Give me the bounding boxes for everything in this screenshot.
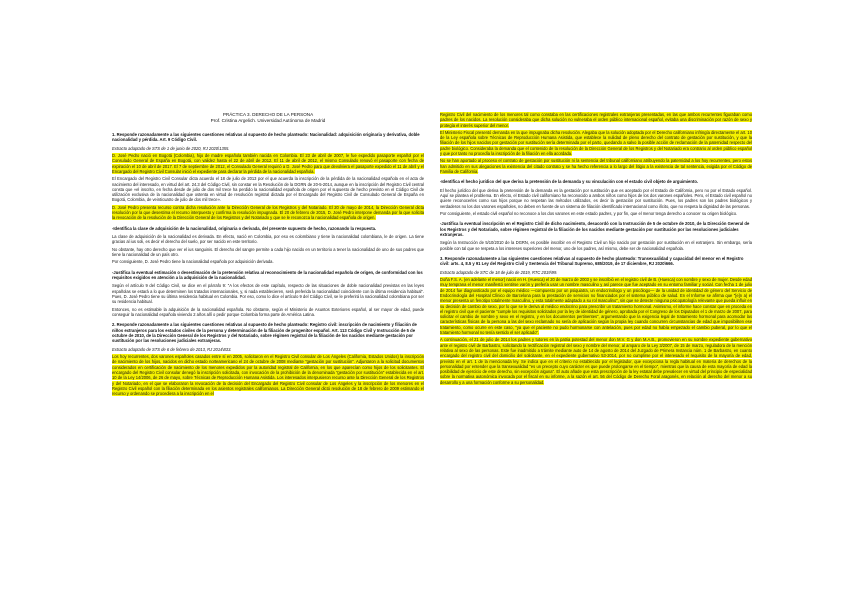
highlighted-paragraph-text: No se han aportado al proceso el contrato de gestación por sustitución ni la sentencia del tribunal californiano atribuyendo la paternidad a los hoy recurrentes, pero estos han admitido en sus alegaciones la existencia del citado contrato y se ha hecho referencia a lo largo del litigio a la existencia de tal sentencia, exigida por el Código de Familia de California.	[440, 158, 752, 174]
highlighted-paragraph-text: Doña F.S. A. (en adelante el menor) nació en H. (Huesca) el 20 de marzo de 2003 y se inscribió en el registro civil de B. (Huesca) con nombre y sexo de mujer. Desde edad muy temprana el menor manifestó sentirse varón y prefería usar un nombre masculino y así parece que fue aceptado en su entorno familiar y social. Con fecha 1 de julio de 2014 fue diagnosticado por el equipo médico —compuesto por un psiquiatra, un endocrinólogo y un psicólogo— de la unidad de identidad de género del Servicio de Endocrinología del Hospital Clínico de Barcelona para la prestación de servicios no financiados por el sistema público de salud. En el Informe se afirma que "[e]n a) el menor presenta un fenotipo totalmente masculino, y esta totalmente adaptado a su rol masculino", sin que se detecte ninguna psicopatología relevante que pueda influir en su decisión de cambio de sexo, por lo que se le deriva al médico endocrino para prescribir un tratamiento hormonal. Asimismo, el informe hace constar que en proceda en el registro civil que el paciente "cumple los requisitos solicitados por la ley de identidad de género, aprobada por el Congreso de los Diputados el 1 de marzo de 2007, para solicitar el cambio de nombre y sexo en el registro, y en los documentos pertinentes", argumentando que la exigencia legal de tratamiento hormonal para acomodar las características físicas de la persona a las del sexo reclamado no sería de aplicación según la propia ley cuando concurren circunstancias de edad que imposibiliten ese tratamiento, como ocurre en este caso, "ya que el paciente no pudo hormonarse con antelación, pues por edad no había empezado el cambio puberal, por lo que el tratamiento hormonal no tenía sentido el ser aplicado".	[440, 277, 752, 336]
paragraph-text: El Encargado del Registro Civil Consular dicta acuerdo el 18 de julio de 2013 por el que acuerda la inscripción de la pérdida de la nacionalidad española en el acta de nacimiento del interesado, en virtud del art. 24.3 del Código Civil, sin constar en la Resolución de la DGRN de 20-5-2014, aunque en la inscripción del Registro Civil central consta que «el inscrito, en fecha desde de julio de dos mil trece ha perdido la nacionalidad española de origen por el supuesto de hecho previsto en el Código Civil de utilización exclusiva de la nacionalidad que ostenta en virtud de resolución registral dictada por el Encargado del Registro Civil de Consulado General de España en Bogotá, Colombia, de veinticuatro de julio de dos mil trece».	[112, 176, 424, 203]
case-extract-reference: Extracto adaptado de STC de 18 de julio de 2019, RTC 2019\99.	[440, 269, 558, 275]
question-heading: -Justifica la eventual estimación o desestimación de la pretensión relativa al reconocimiento de la nacionalidad española de origen, de conformidad con los requisitos exigidos en atención a la adquisición de la nacionalidad.	[112, 269, 423, 280]
case-paragraph	[440, 277, 752, 335]
answer-paragraph: Entonces, no es estimable la adquisición de la nacionalidad española. No obstante, según el Ministerio de Asuntos Exteriores español, al ser mayor de edad, puede conseguir la nacionalidad española viviendo 2 años allí o pedir porque Colombia forma parte de América Latina.	[112, 306, 424, 317]
highlighted-paragraph-text: Los hoy recurrentes, dos varones españoles casados entre sí en 2005, solicitaron en el Registro Civil consular de Los Ángeles (California, Estados Unidos) la inscripción de nacimiento de los hijos, nacidos en dicho estado norteamericano el 24 de octubre de 2008 mediante "gestación por sustitución". Adjuntaron a la solicitud documentos considerados en certificación de nacimiento de los menores expedidos por la autoridad registral de California, en los que aparecían como hijos de los solicitantes. El encargado del Registro Civil consular denegó la inscripción solicitada, con invocación de la prohibición de la denominada "gestación por sustitución" establecida en el art. 10 de la Ley 14/2006, de 26 de mayo, sobre Técnicas de Reproducción Humana Asistida. Los interesados interpusieron recurso ante la Dirección General de los Registros y del Notariado, en el que se elaboraron la revocación de la decisión del Encargado del Registro Civil consular de Los Ángeles y la inscripción de los menores en el Registro Civil español con la filiación determinada en los asientos registrales californianos. La Dirección General dictó resolución de 18 de febrero de 2009 estimando el recurso y ordenando se procediera a la inscripción en el	[112, 354, 424, 397]
document-title: PRÁCTICA 3. DERECHO DE LA PERSONA	[222, 112, 314, 117]
left-column	[112, 0, 424, 599]
case-paragraph	[112, 354, 424, 396]
case-paragraph	[112, 205, 424, 221]
answer-paragraph: La clase de adquisición de la nacionalidad es derivada. En efecto, nació en Colombia, por eso es colombiano y tiene la nacionalidad colombiana, le de origen. La tiene gracias al ius soli, es decir el derecho del suelo, por ser nacido en este territorio.	[112, 234, 424, 245]
case-continuation	[440, 112, 752, 174]
case-extract-reference: Extracto adaptado de STS de 1 de junio de 2020, RJ 2020\1355.	[112, 145, 230, 151]
answer-paragraph: Según la Instrucción de 5/10/2010 de la DGRN, es posible inscribir en el Registro Civil un hijo nacido por gestación por sustitución en el extranjero. Sin embargo, sería posible con tal que se respeta a los intereses superiores del menor, uno de los padres, así mismo, debe ser de nacionalidad española.	[440, 240, 752, 251]
highlighted-paragraph-text: A continuación, el 21 de julio de 2014 los padres y tutores en la patria potestad del menor don M.V. G y don M.A.B., promovieron en su nombre expediente gubernativo ante el registro civil de Barbastro, solicitando la rectificación registral del sexo y nombre del menor, al amparo de la Ley 3/2007, de 15 de marzo, reguladora de la mención relativa al sexo de las personas. Este fue inadmitido a trámite mediante auto de 14 de agosto de 2014 del Juzgado de Primera Instancia núm. 1 de Barbastro, en cuanto encargado del registro civil del domicilio del solicitante, en el expediente gubernativo 53-2014, por no cumplirse por el interesado el requisito de la mayoría de edad, previsto en el art. 1 de la mencionada ley. Se indica que en el criterio no establecido por el legislador, que excepciona la regla habitual en materia de derechos de la personalidad por entender que la transexualidad "es un precepto cuyo carácter es que puede prolongarse en el tiempo", mientras que la causa de esta mayoría de edad la posibilidad de ejercicio de este derecho, sin excepción alguna". El auto añade que esta prescripción de la ley estatal debe prevalecer en virtud del principio de especialidad sobre la normativa autonómica invocada por el fiscal en su informe, a la sazón el art. 56 del Código de Derecho Foral aragonés, en relación al derecho del menor a su desarrollo y a una formación conforme a su personalidad.	[440, 337, 752, 385]
right-column	[440, 0, 752, 599]
answer-paragraph: El hecho jurídico del que deriva la pretensión de la demanda es la gestación por sustitución que es aceptado por el Estado de California, pero no por el Estado español. Aquí se plantea el problema. En efecto, el Estado civil californiano ha reconocido a ambos niños como hijos de los dos varones españoles. Pero, el Estado civil español no quiere reconocerles como sus hijos porque no respetan las métodos utilizados, es decir la gestación por sustitución. Pues, los padres son los padres biológicos y verdaderos no los dos varones españoles, no deben en fuente de un sistema de filiación identificado internacional como ilícito, que no respeta la dignidad de las personas.	[440, 187, 752, 209]
case-paragraph	[440, 112, 752, 128]
answer-paragraph: Según el artículo 9 del Código Civil, se dice en el párrafo 9: "A los efectos de este capítulo, respecto de las situaciones de doble nacionalidad previstas en las leyes españolas se estará a lo que determinen los tratados internacionales, y, si nada establecieren, será preferida la nacionalidad coincidente con la última residencia habitual". Pues, D. José Pedro tiene su última residencia habitual en Colombia. Por eso, como lo dice el artículo 9 del Código Civil, se le preferirá la nacionalidad colombiana por ser su residencia habitual.	[112, 283, 424, 305]
question-block-2	[112, 226, 424, 265]
case-paragraph	[440, 130, 752, 156]
answer-paragraph: Por consiguiente, el estado civil español no reconoce a los dos varones en este estado padres, y por fin, que el menor tenga derecho a conocer su origen biológico.	[440, 210, 738, 216]
highlighted-paragraph-text: D. José Pedro nació en Bogotá (Colombia), hijo de madre española también nacida en Colombia. El 23 de abril de 2007, le fue expedido pasaporte español por el Consulado General de España en Bogotá, con validez hasta el 22 de abril de 2012. El 11 de abril de 2012, el mismo Consulado renovó el pasaporte con fecha de expiración el 10 de abril de 2017. El 7 de septiembre de 2012, el Consulado General requirió a D. José Pedro para que devolviera el pasaporte expedido el 11 de abril y el Encargado del Registro Civil Consular inició el expediente para declarar la pérdida de la nacionalidad española.	[112, 153, 424, 174]
highlighted-paragraph-text: D. José Pedro presenta recurso contra dicha resolución ante la Dirección General de los Registros y del Notariado. El 20 de mayo de 2014, la Dirección General dicta resolución por la que desestima el recurso interpuesto y confirma la resolución impugnada. El 20 de febrero de 2015, D. José Pedro interpone demanda por la que solicita la revocación de la resolución de la Dirección General de los Registros y del Notariado y que se le reconozca la nacionalidad española de origen.	[112, 204, 424, 221]
question-heading: -Identifica la clase de adquisición de la nacionalidad, originaria o derivada, del presente supuesto de hecho, razonando la respuesta.	[112, 225, 377, 231]
case-paragraph	[440, 337, 752, 385]
question-heading: 3. Responde razonadamente a las siguientes cuestiones relativas al supuesto de hecho planteado: Transexualidad y capacidad del menor en el Registro civil: arts. 4, 8.5 y 91 Ley del Registro Civil y Sentencia del Tribunal Supremo, 685/2019, de 17 diciembre, RJ 2020\666.	[440, 255, 744, 267]
question-heading: -Identifica el hecho jurídico del que deriva la pretensión de la demanda y su vinculación con el estado civil objeto de arguimiento.	[440, 179, 699, 185]
question-block-1	[112, 132, 424, 221]
answer-paragraph: Por consiguiente, D. José Pedro tiene la nacionalidad española por adquisición derivada.	[112, 259, 274, 265]
question-heading: -Justifica la eventual inscripción en el Registro Civil de dicho nacimiento, desacordó con la Instrucción de 5 de octubre de 2010, de la Dirección General de los Registros y del Notariado, sobre régimen registral de la filiación de los nacidos mediante gestación por sustitución por las resoluciones judiciales extranjeras.	[440, 221, 750, 237]
case-paragraph	[440, 158, 752, 174]
answer-paragraph: No obstante, hay otro derecho que ver el ius sanguinis. El derecho del sangre permite a cada hijo nacido en un territorio a tener la nacionalidad de uno de sus padres que tiene la nacionalidad de un país otro.	[112, 246, 424, 257]
question-block-3	[112, 270, 424, 318]
question-block-7	[440, 256, 752, 385]
case-paragraph	[112, 153, 424, 174]
question-block-4	[112, 322, 424, 396]
question-heading: 2. Responde razonadamente a las siguientes cuestiones relativas al supuesto de hecho planteado: Registro civil: inscripción de nacimiento y filiación de niños extranjeros para los estados civiles de la persona y determinación de la filiación de progenitor español. Art. 113 Código Civil y Instrucción de 5 de octubre de 2010, de la Dirección General de los Registros y del Notariado, sobre régimen registral de la filiación de los nacidos mediante gestación por sustitución por las resoluciones judiciales extranjeras.	[112, 322, 417, 344]
question-block-6	[440, 221, 752, 251]
document-author: Prof. Cristina Argelich. Universidad Autónoma de Madrid	[210, 118, 326, 123]
case-paragraph	[112, 176, 424, 202]
highlighted-paragraph-text: El Ministerio Fiscal presentó demanda en la que impugnaba dicha resolución. Alegaba que la solución adoptada por el Derecho californiano infringía directamente el art. 10 de la Ley española sobre Técnicas de Reproducción Humana Asistida, que establece la nulidad de pleno derecho del contrato de gestación por sustitución, y que la filiación de los hijos nacidos por gestación por sustitución sería determinada por el parto, quedando a salvo la posible acción de reclamación de la paternidad respecto del padre biológico. Consideraba la demanda que el contenido de la resolución de la Dirección General de los Registros y del Notariado era contrario al orden público español y que por tanto no procedía la inscripción de la filiación en ella acordada.	[440, 129, 752, 157]
case-extract-reference: Extracto adaptado de STS de 6 de febrero de 2013, RJ 2014\833.	[112, 346, 232, 352]
question-heading: 1. Responde razonadamente a las siguientes cuestiones relativas al supuesto de hecho planteado: Nacionalidad: adquisición originaria y derivativa, doble nacionalidad y pérdida. Art. 9 Código Civil.	[112, 132, 420, 143]
highlighted-paragraph-text: Registro Civil del nacimiento de los menores tal como constaba en las certificaciones registrales extranjeras presentadas, en las que ambos recurrentes figuraban como padres de los nacidos. La resolución consideraba que dicha solución no vulneraba el orden público internacional español, evitaba una discriminación por razón de sexo y protegía el interés superior del menor.	[440, 112, 752, 128]
question-block-5	[440, 179, 752, 216]
